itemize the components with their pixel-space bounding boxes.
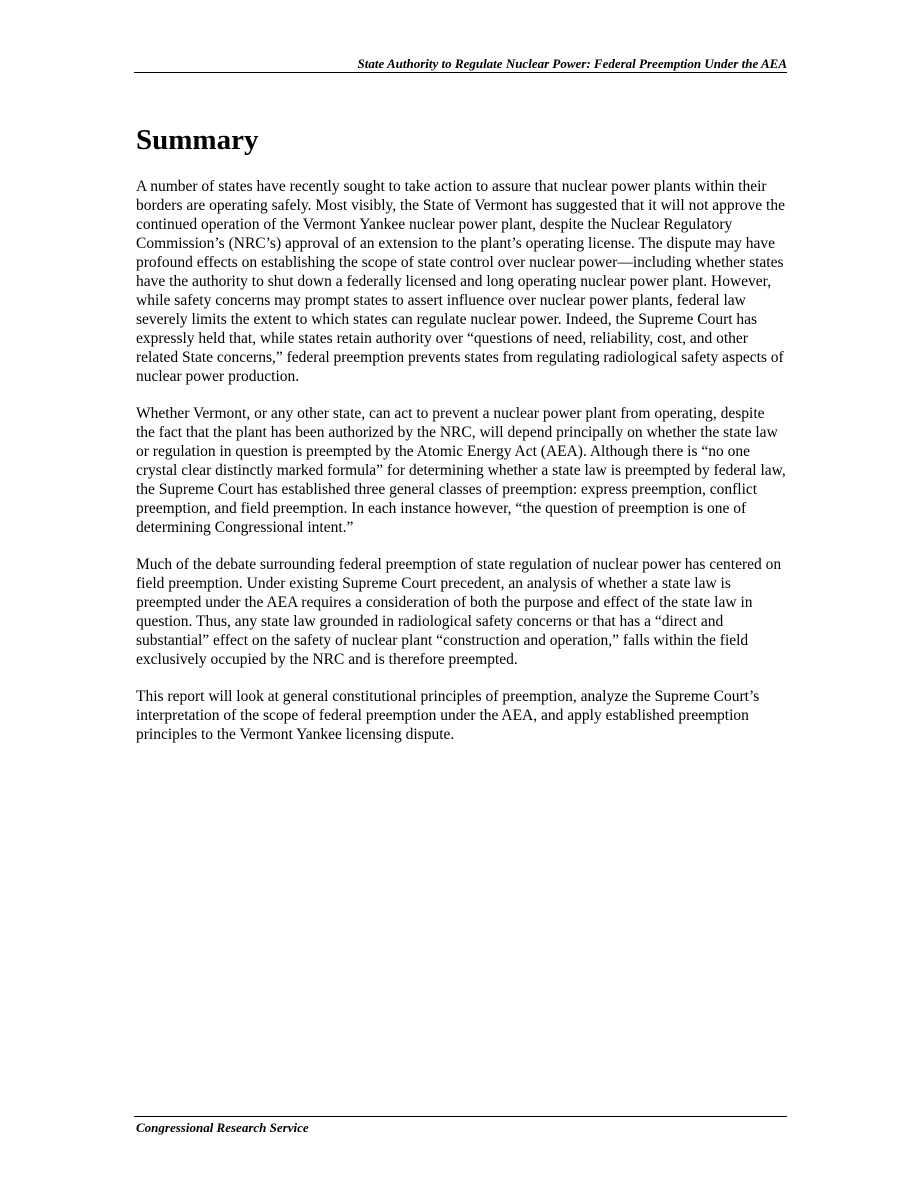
header-divider <box>134 72 787 73</box>
summary-paragraph-1: A number of states have recently sought to take action to assure that nuclear power plants within their borders are operating safely. Most visibly, the State of Vermont has suggested that it will not approve the continued operation of the Vermont Yankee nuclear power plant, despite the Nuclear Regulatory Commission’s (NRC’s) approval of an extension to the plant’s operating license. The dispute may have profound effects on establishing the scope of state control over nuclear power—including whether states have the authority to shut down a federally licensed and long operating nuclear power plant. However, while safety concerns may prompt states to assert influence over nuclear power plants, federal law severely limits the extent to which states can regulate nuclear power. Indeed, the Supreme Court has expressly held that, while states retain authority over “questions of need, reliability, cost, and other related State concerns,” federal preemption prevents states from regulating radiological safety aspects of nuclear power production. <box>136 178 785 385</box>
running-footer-organization: Congressional Research Service <box>136 1120 309 1135</box>
summary-paragraph-3: Much of the debate surrounding federal preemption of state regulation of nuclear power has centered on field preemption. Under existing Supreme Court precedent, an analysis of whether a state law is preempted under the AEA requires a consideration of both the purpose and effect of the state law in question. Thus, any state law grounded in radiological safety concerns or that has a “direct and substantial” effect on the safety of nuclear plant “construction and operation,” falls within the field exclusively occupied by the NRC and is therefore preempted. <box>136 556 782 668</box>
summary-paragraph-2: Whether Vermont, or any other state, can act to prevent a nuclear power plant from operating, despite the fact that the plant has been authorized by the NRC, will depend principally on whether the state law or regulation in question is preempted by the Atomic Energy Act (AEA). Although there is “no one crystal clear distinctly marked formula” for determining whether a state law is preempted by federal law, the Supreme Court has established three general classes of preemption: express preemption, conflict preemption, and field preemption. In each instance however, “the question of preemption is one of determining Congressional intent.” <box>136 405 786 536</box>
page-title: Summary <box>136 124 259 156</box>
footer-divider <box>134 1116 787 1117</box>
summary-paragraph-4: This report will look at general constitutional principles of preemption, analyze the Supreme Court’s interpretation of the scope of federal preemption under the AEA, and apply established preemption principles to the Vermont Yankee licensing dispute. <box>136 688 760 743</box>
running-header-title: State Authority to Regulate Nuclear Power: Federal Preemption Under the AEA <box>357 56 787 71</box>
summary-body <box>136 177 787 762</box>
